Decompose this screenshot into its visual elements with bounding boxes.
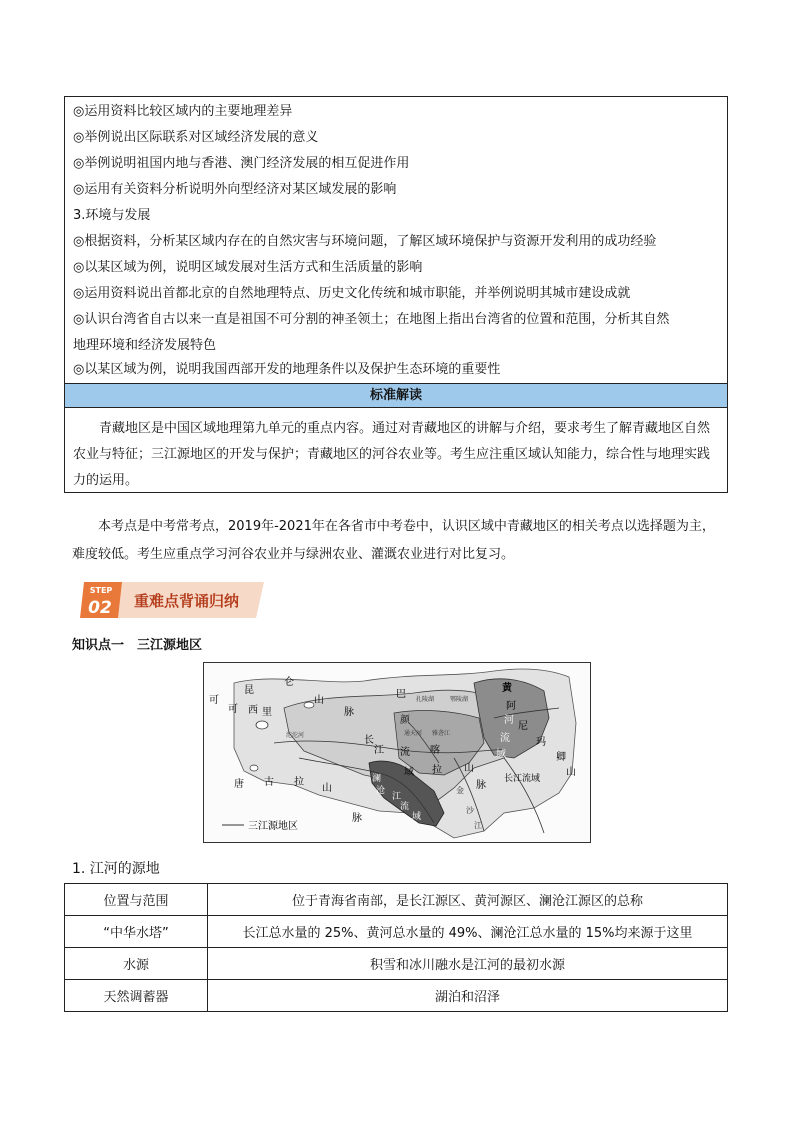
map-label-changjiang: 流 bbox=[400, 747, 410, 758]
step-banner-graphic bbox=[78, 580, 268, 620]
map-label-bayan: 巴 bbox=[396, 689, 406, 700]
interpretation-paragraph: 青藏地区是中国区域地理第九单元的重点内容。通过对青藏地区的讲解与介绍，要求考生了解青藏地区自然农业与特征；三江源地区的开发与保护；青藏地区的河谷农业等。考生应注重区域认知能力，综合性与地理实践力的运用。 bbox=[73, 421, 711, 488]
curriculum-line: ◎以某区域为例，说明我国西部开发的地理条件以及保护生态环境的重要性 bbox=[73, 362, 501, 377]
map-label-amne: 玛 bbox=[536, 737, 546, 748]
map-label-huanghe-basin: 流 bbox=[500, 733, 510, 744]
map-label-lancang: 澜 bbox=[372, 774, 382, 784]
map-label-changjiang: 江 bbox=[374, 745, 384, 756]
sanjiangyuan-map bbox=[203, 662, 591, 843]
lake bbox=[256, 721, 268, 729]
table-key: 天然调蓄器 bbox=[65, 980, 208, 1012]
table-row bbox=[65, 948, 728, 980]
map-label-kekexili: 里 bbox=[262, 707, 272, 718]
curriculum-line: ◎举例说明祖国内地与香港、澳门经济发展的相互促进作用 bbox=[73, 156, 410, 171]
curriculum-line: ◎根据资料，分析某区域内存在的自然灾害与环境问题，了解区域环境保护与资源开发利用的成功经验 bbox=[73, 234, 657, 249]
map-label-kunlun: 仑 bbox=[284, 677, 294, 688]
map-label-tanggula: 山 bbox=[322, 783, 332, 794]
sanjiangyuan-table bbox=[64, 883, 728, 1012]
step-banner bbox=[78, 580, 268, 620]
map-label-huanghe-basin: 域 bbox=[496, 749, 506, 760]
curriculum-box bbox=[64, 96, 728, 493]
map-label-bayan: 颜 bbox=[400, 715, 410, 726]
table-value: 湖泊和沼泽 bbox=[208, 980, 728, 1012]
step-title: 重难点背诵归纳 bbox=[134, 592, 240, 610]
curriculum-line: 地理环境和经济发展特色 bbox=[73, 338, 217, 353]
map-label-jinsha: 江 bbox=[474, 821, 482, 830]
table-value: 长江总水量的 25%、黄河总水量的 49%、澜沧江总水量的 15%均来源于这里 bbox=[208, 916, 728, 948]
curriculum-line: ◎举例说出区际联系对区域经济发展的意义 bbox=[73, 130, 319, 145]
curriculum-line: ◎运用有关资料分析说明外向型经济对某区域发展的影响 bbox=[73, 182, 397, 197]
curriculum-subheading: 3.环境与发展 bbox=[73, 208, 151, 223]
map-label-lancang: 域 bbox=[412, 812, 422, 822]
map-label-jinsha: 沙 bbox=[466, 806, 474, 815]
map-graphic bbox=[204, 663, 590, 842]
map-label-kunlun: 山 bbox=[314, 695, 324, 706]
map-label-tongtian: 通天河 bbox=[404, 730, 423, 737]
map-label-lancang: 江 bbox=[392, 792, 402, 802]
map-label-changjiang: 域 bbox=[404, 767, 414, 778]
map-label-huanghe: 黄 bbox=[502, 683, 512, 694]
table-row bbox=[65, 980, 728, 1012]
map-label-tuotuo: 沱沱河 bbox=[286, 732, 305, 739]
knowledge-point-heading: 知识点一 三江源地区 bbox=[72, 638, 203, 653]
map-label-bayan: 脉 bbox=[476, 780, 486, 791]
map-label-lancang: 流 bbox=[400, 802, 410, 812]
table-key: 位置与范围 bbox=[65, 884, 208, 916]
map-label-kekexili: 可 bbox=[228, 704, 238, 715]
map-label-bayan: 拉 bbox=[432, 765, 442, 776]
map-label-tanggula: 古 bbox=[264, 777, 274, 788]
section-heading: 1. 江河的源地 bbox=[72, 861, 160, 877]
curriculum-line: ◎运用资料比较区域内的主要地理差异 bbox=[73, 104, 293, 119]
map-label-kunlun: 昆 bbox=[244, 685, 254, 696]
step-number: 02 bbox=[88, 598, 112, 618]
map-label-lake: 鄂陵湖 bbox=[450, 696, 469, 703]
map-label-huanghe-basin: 河 bbox=[504, 715, 514, 726]
curriculum-line: ◎以某区域为例，说明区域发展对生活方式和生活质量的影响 bbox=[73, 260, 423, 275]
map-label-lancang: 沧 bbox=[376, 786, 386, 796]
intro-paragraph: 本考点是中考常考点，2019年-2021年在各省市中考卷中，认识区域中青藏地区的相关考点以选择题为主，难度较低。考生应重点学习河谷农业并与绿洲农业、灌溉农业进行对比复习。 bbox=[72, 519, 715, 562]
map-label-bayan: 喀 bbox=[430, 745, 440, 756]
curriculum-line: ◎运用资料说出首都北京的自然地理特点、历史文化传统和城市职能，并举例说明其城市建设成就 bbox=[73, 286, 631, 301]
map-label-lake: 扎陵湖 bbox=[416, 696, 435, 703]
map-legend-label: 三江源地区 bbox=[248, 821, 298, 832]
table-key: “中华水塔” bbox=[65, 916, 208, 948]
map-label-changjiang: 长 bbox=[364, 735, 374, 746]
table-row bbox=[65, 884, 728, 916]
map-label-amne: 阿 bbox=[506, 701, 516, 712]
map-label-tanggula: 唐 bbox=[234, 779, 244, 790]
map-label-bayan: 山 bbox=[464, 763, 474, 774]
map-label-amne: 山 bbox=[566, 767, 576, 778]
map-label-amne: 卿 bbox=[556, 752, 566, 763]
table-key: 水源 bbox=[65, 948, 208, 980]
map-label-kekexili: 可 bbox=[209, 695, 219, 706]
curriculum-line: ◎认识台湾省自古以来一直是祖国不可分割的神圣领土；在地图上指出台湾省的位置和范围，分析其自然 bbox=[73, 312, 670, 327]
map-label-kunlun: 脉 bbox=[344, 707, 354, 718]
table-value: 积雪和冰川融水是江河的最初水源 bbox=[208, 948, 728, 980]
map-label-tanggula: 脉 bbox=[352, 813, 362, 824]
map-label-kekexili: 西 bbox=[248, 705, 258, 716]
map-label-amne: 尼 bbox=[518, 721, 528, 732]
map-label-tanggula: 拉 bbox=[294, 777, 304, 788]
map-label-changjiang-basin: 长江流域 bbox=[504, 774, 541, 784]
step-label: STEP bbox=[89, 586, 113, 595]
map-label-jinsha: 金 bbox=[456, 786, 464, 795]
lake bbox=[250, 765, 258, 771]
table-row bbox=[65, 916, 728, 948]
table-value: 位于青海省南部，是长江源区、黄河源区、澜沧江源区的总称 bbox=[208, 884, 728, 916]
lake bbox=[304, 702, 314, 708]
map-label-yalong: 雅砻江 bbox=[432, 730, 451, 737]
section-title-standard-interpretation: 标准解读 bbox=[65, 383, 727, 408]
